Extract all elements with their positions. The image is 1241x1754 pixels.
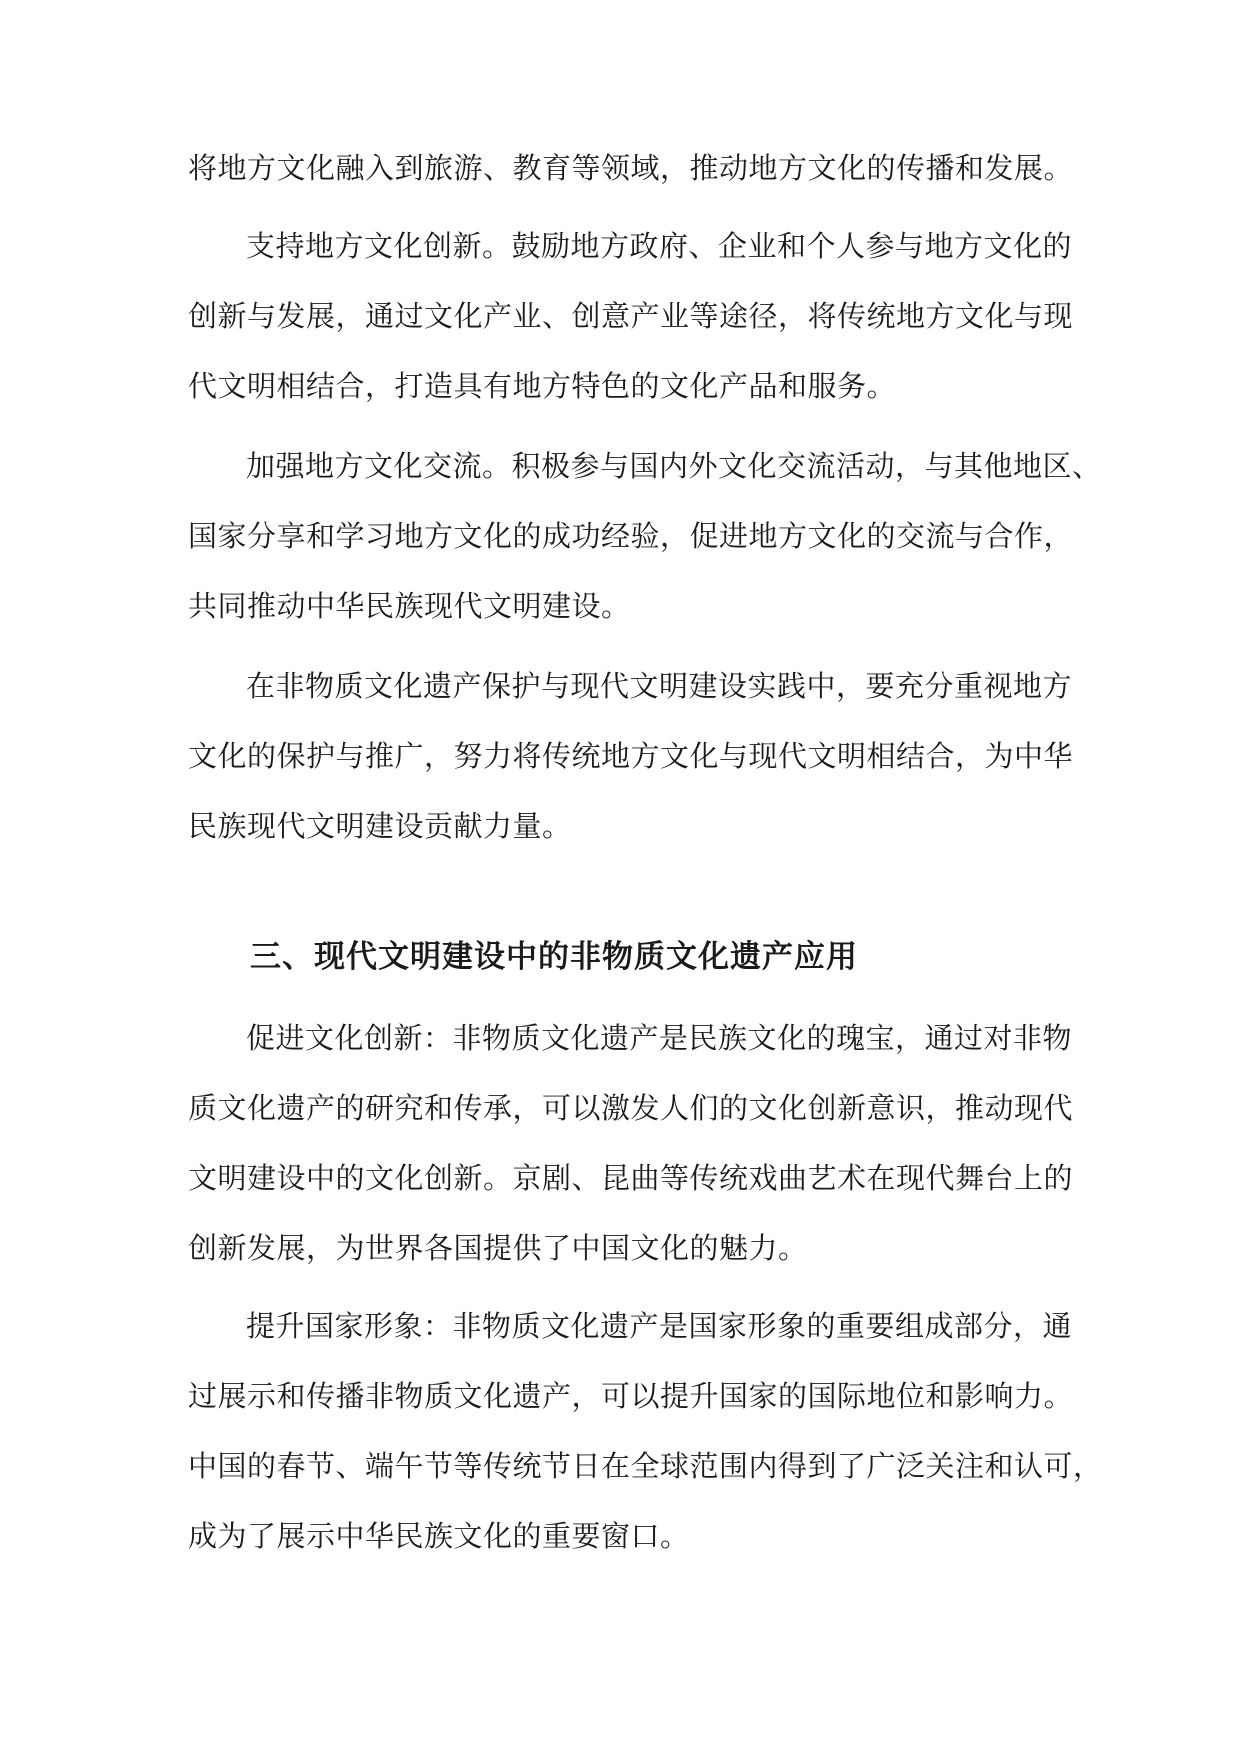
paragraph-line: 中国的春节、端午节等传统节日在全球范围内得到了广泛关注和认可， (188, 1449, 1103, 1483)
paragraph-line: 质文化遗产的研究和传承，可以激发人们的文化创新意识，推动现代 (188, 1091, 1074, 1125)
section-heading: 三、现代文明建设中的非物质文化遗产应用 (250, 939, 858, 975)
paragraph-line: 共同推动中华民族现代文明建设。 (188, 589, 631, 623)
paragraph-line: 文明建设中的文化创新。京剧、昆曲等传统戏曲艺术在现代舞台上的 (188, 1161, 1074, 1195)
paragraph-line: 文化的保护与推广，努力将传统地方文化与现代文明相结合，为中华 (188, 739, 1074, 773)
paragraph-line: 创新与发展，通过文化产业、创意产业等途径，将传统地方文化与现 (188, 299, 1074, 333)
paragraph-line: 加强地方文化交流。积极参与国内外文化交流活动，与其他地区、 (246, 449, 1102, 483)
paragraph-line: 成为了展示中华民族文化的重要窗口。 (188, 1519, 690, 1553)
paragraph-line: 促进文化创新：非物质文化遗产是民族文化的瑰宝，通过对非物 (246, 1021, 1073, 1055)
paragraph-line: 过展示和传播非物质文化遗产，可以提升国家的国际地位和影响力。 (188, 1379, 1074, 1413)
paragraph-line: 在非物质文化遗产保护与现代文明建设实践中，要充分重视地方 (246, 669, 1073, 703)
paragraph-line: 代文明相结合，打造具有地方特色的文化产品和服务。 (188, 369, 897, 403)
paragraph-line: 支持地方文化创新。鼓励地方政府、企业和个人参与地方文化的 (246, 229, 1073, 263)
paragraph-line: 国家分享和学习地方文化的成功经验，促进地方文化的交流与合作， (188, 519, 1074, 553)
paragraph-line: 创新发展，为世界各国提供了中国文化的魅力。 (188, 1231, 808, 1265)
paragraph-line: 将地方文化融入到旅游、教育等领域，推动地方文化的传播和发展。 (188, 151, 1074, 185)
paragraph-line: 民族现代文明建设贡献力量。 (188, 809, 572, 843)
paragraph-line: 提升国家形象：非物质文化遗产是国家形象的重要组成部分，通 (246, 1309, 1073, 1343)
